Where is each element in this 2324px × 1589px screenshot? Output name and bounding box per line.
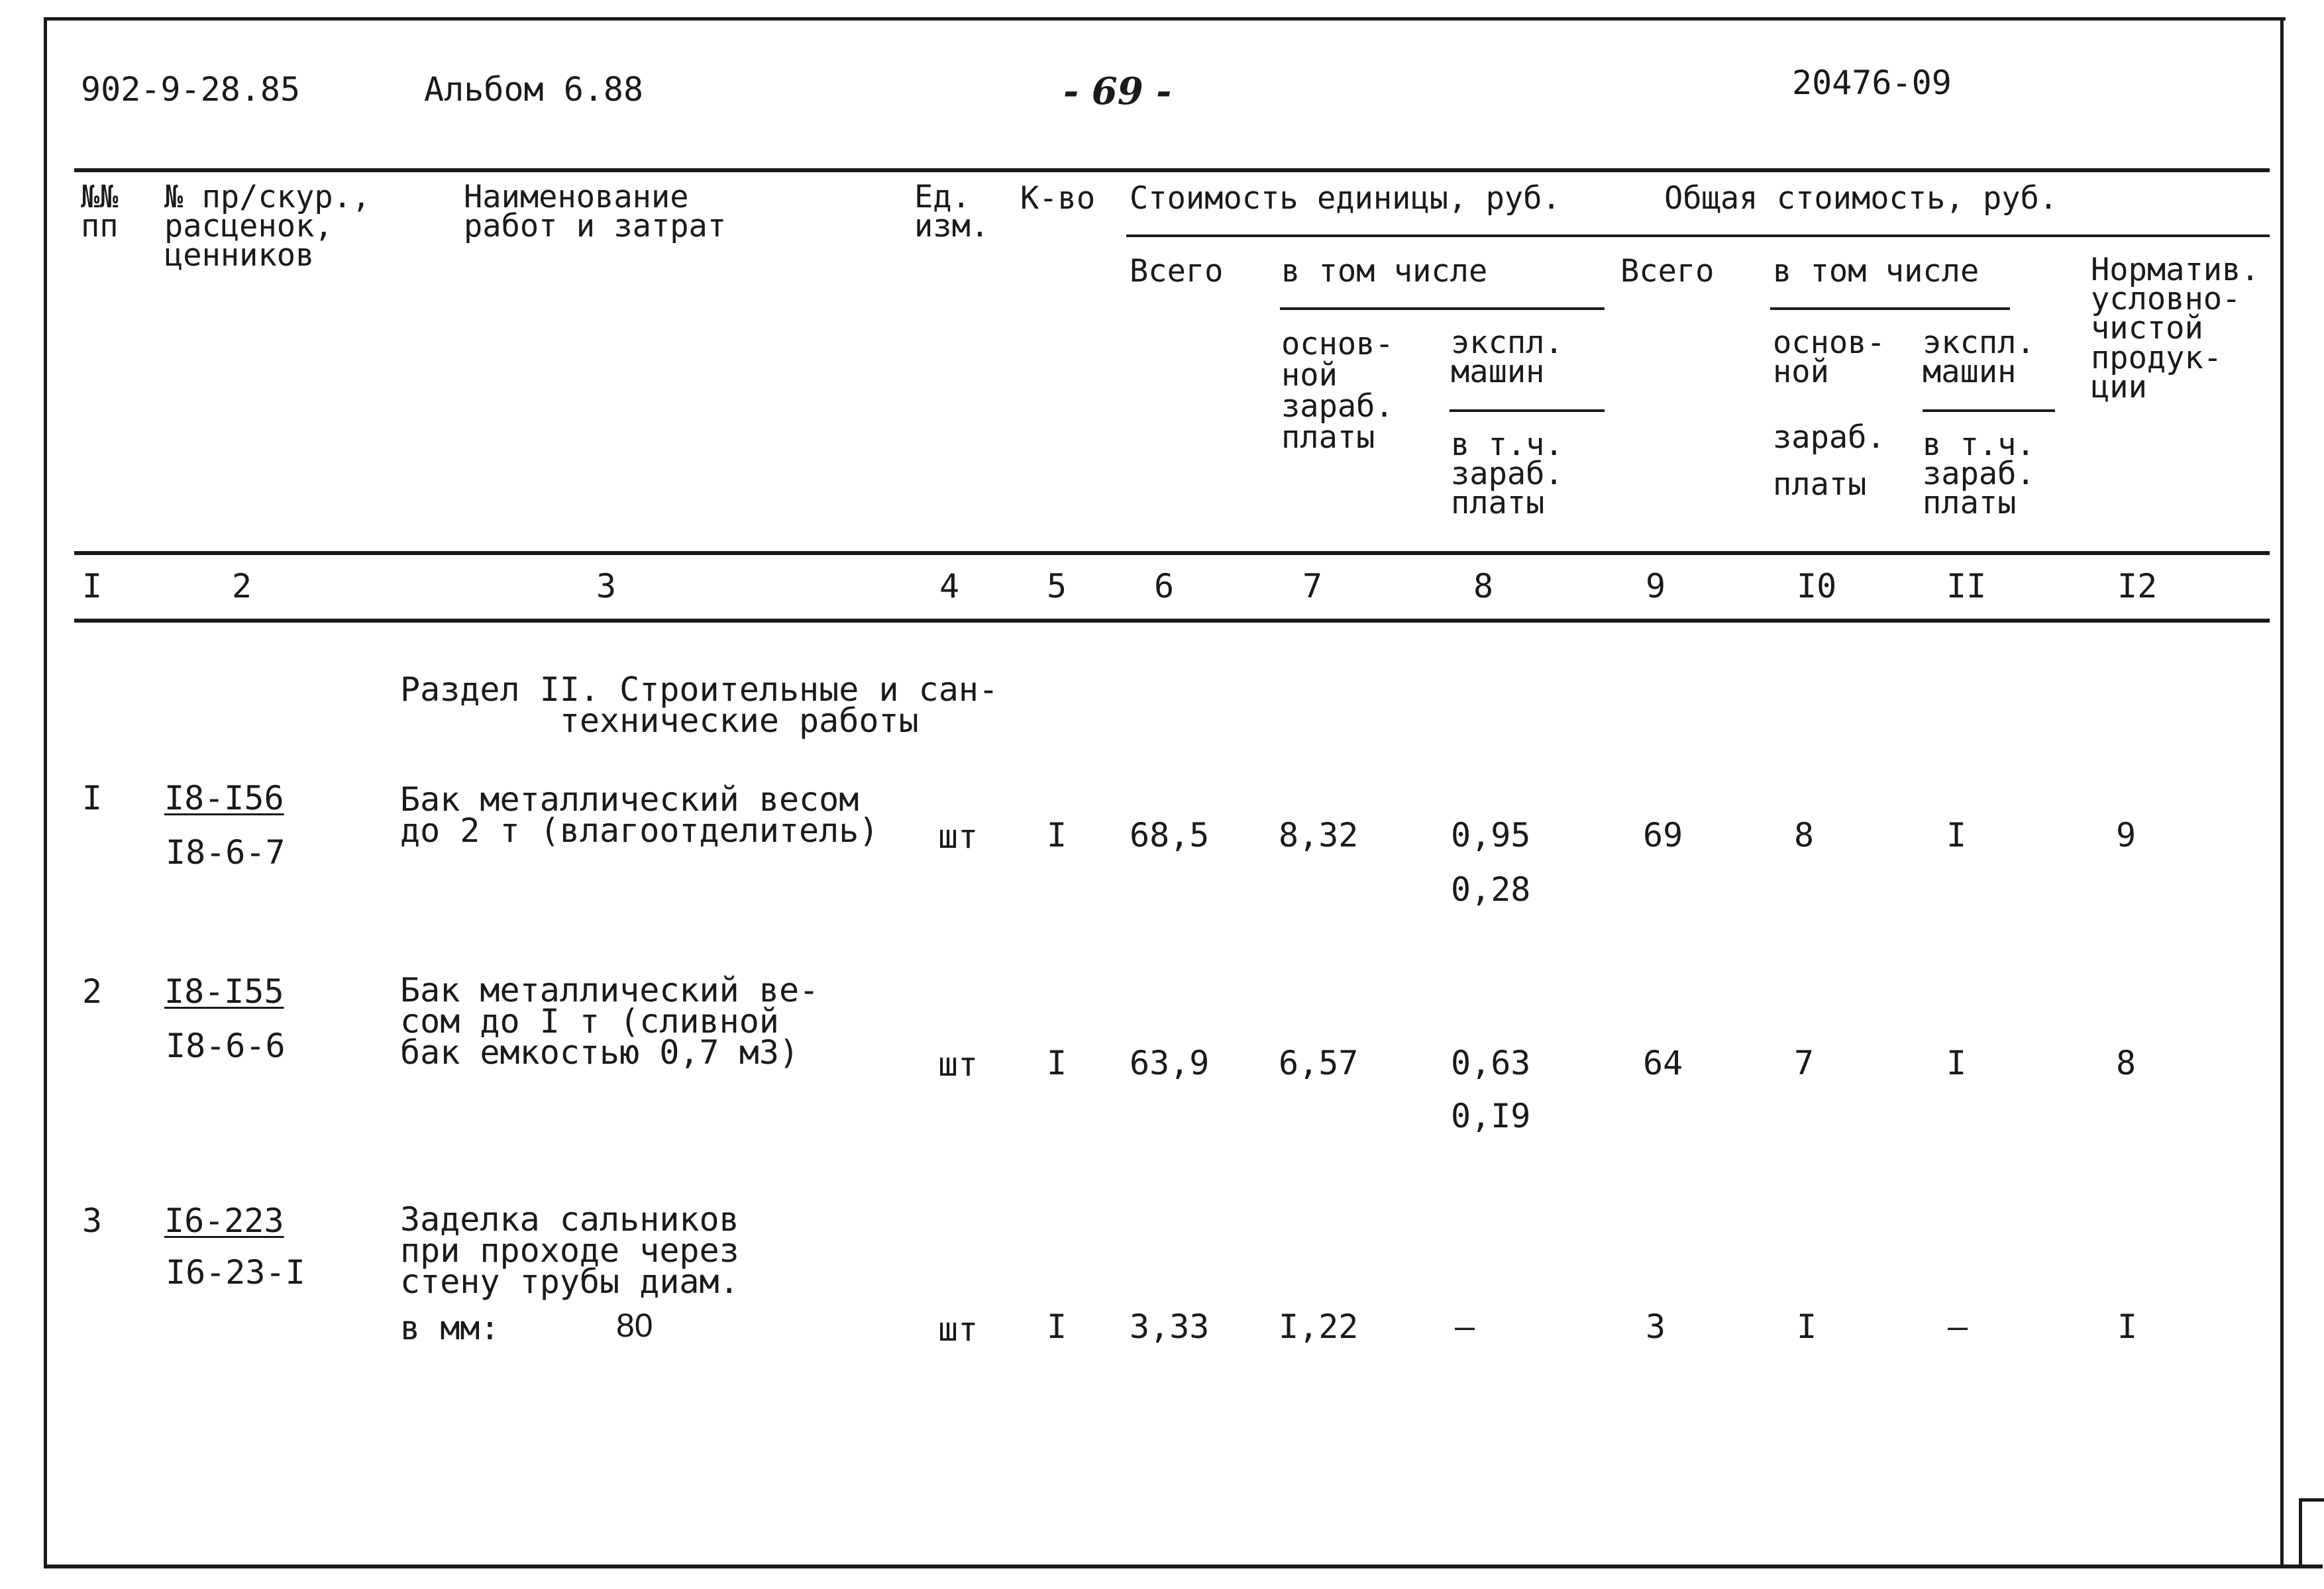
row1-unit: шт	[938, 817, 978, 856]
row1-unit-wage: 8,32	[1279, 816, 1359, 854]
row2-code1: I8-I55	[164, 972, 284, 1011]
row1-norm: 9	[2116, 816, 2137, 854]
row2-total: 64	[1643, 1044, 1683, 1082]
row1-code1: I8-I56	[164, 779, 284, 817]
row1-total: 69	[1643, 816, 1683, 854]
row3-total: 3	[1646, 1307, 1666, 1346]
project-code: 902-9-28.85	[81, 70, 301, 109]
row2-total-wage: 7	[1794, 1044, 1815, 1082]
col-header-name: Наименование работ и затрат	[464, 179, 727, 245]
col-header-total-wage-b: зараб. платы	[1773, 419, 1885, 503]
row1-name: Бак металлический весом до 2 т (влагоотделитель)	[400, 780, 879, 850]
table-top-rule	[74, 168, 2270, 172]
col-header-total-incl: в том числе	[1773, 253, 1980, 289]
row2-code2: I8-6-6	[166, 1027, 286, 1065]
row2-unit-mach-wage: 0,I9	[1451, 1097, 1531, 1135]
col-header-total-all: Всего	[1620, 253, 1715, 289]
row3-qty: I	[1047, 1307, 1067, 1346]
row1-total-wage: 8	[1794, 816, 1815, 854]
row1-num: I	[82, 779, 103, 817]
col-header-total-mach-wage: в т.ч. зараб. платы	[1923, 427, 2035, 522]
col-num-6: 6	[1154, 567, 1175, 605]
col-header-code: № пр/скур., расценок, ценников	[164, 179, 371, 274]
row3-num: 3	[82, 1202, 103, 1240]
col-header-unit-cost: Стоимость единицы, руб.	[1130, 180, 1561, 217]
row2-unit-total: 63,9	[1130, 1044, 1210, 1082]
col-num-3: 3	[596, 567, 617, 605]
doc-number: 20476-09	[1792, 64, 1952, 102]
frame-tick	[2299, 1498, 2324, 1502]
row3-name-last: в мм:	[400, 1309, 500, 1347]
row3-unit-wage: I,22	[1279, 1307, 1359, 1346]
row2-unit-mach: 0,63	[1451, 1044, 1531, 1082]
col-header-total-mach: экспл. машин	[1923, 325, 2035, 391]
col-num-8: 8	[1473, 567, 1494, 605]
row3-code2: I6-23-I	[166, 1253, 305, 1292]
col-header-unit-mach-wage: в т.ч. зараб. платы	[1451, 427, 1563, 522]
col-num-9: 9	[1646, 567, 1666, 605]
col-num-7: 7	[1302, 567, 1323, 605]
frame-left	[44, 17, 47, 1568]
col-header-unit-mach: экспл. машин	[1451, 325, 1563, 391]
col-num-12: I2	[2117, 567, 2158, 605]
row1-unit-mach: 0,95	[1451, 816, 1531, 854]
row3-unit-total: 3,33	[1130, 1307, 1210, 1346]
row1-unit-total: 68,5	[1130, 816, 1210, 854]
col-num-2: 2	[232, 567, 252, 605]
row2-name: Бак металлический ве- сом до I т (сливной бак емкостью 0,7 м3)	[400, 971, 819, 1072]
row1-total-mach: I	[1946, 816, 1967, 854]
col-header-unit-incl: в том числе	[1281, 253, 1488, 289]
col-header-number: №№ пп	[81, 179, 119, 245]
col-header-norm: Норматив. условно- чистой продук- ции	[2091, 252, 2260, 405]
row2-unit: шт	[938, 1045, 978, 1084]
col-header-qty: К-во	[1020, 180, 1096, 217]
frame-tick-v	[2299, 1498, 2302, 1564]
col-header-unit-all: Всего	[1130, 253, 1224, 289]
col-header-total-wage-a: основ- ной	[1773, 325, 1885, 391]
col-num-5: 5	[1047, 567, 1067, 605]
frame-right	[2280, 17, 2284, 1568]
row3-total-wage: I	[1797, 1307, 1817, 1346]
row3-code1: I6-223	[164, 1202, 284, 1240]
row2-norm: 8	[2116, 1044, 2137, 1082]
section-title: Раздел II. Строительные и сан- технические работы	[400, 670, 999, 740]
incl-total-rule	[1770, 307, 2010, 310]
col-num-10: I0	[1797, 567, 1837, 605]
col-header-unit-wage: основ- ной зараб. платы	[1281, 326, 1394, 456]
col-num-1: I	[82, 567, 103, 605]
mach-total-rule	[1923, 409, 2055, 412]
row3-total-mach: –	[1948, 1307, 1968, 1346]
cost-header-rule	[1126, 234, 2270, 237]
col-header-total-cost: Общая стоимость, руб.	[1664, 180, 2058, 217]
incl-unit-rule	[1280, 307, 1605, 310]
header-bottom-rule	[74, 551, 2270, 555]
row3-name: Заделка сальников при проходе через стену трубы диам.	[400, 1200, 739, 1301]
col-num-11: II	[1946, 567, 1987, 605]
row2-total-mach: I	[1946, 1044, 1967, 1082]
page-number: - 69 -	[1063, 70, 1172, 113]
frame-bottom	[44, 1564, 2323, 1568]
row2-unit-wage: 6,57	[1279, 1044, 1359, 1082]
row1-code2: I8-6-7	[166, 833, 286, 872]
col-num-4: 4	[939, 567, 960, 605]
mach-unit-rule	[1450, 409, 1605, 412]
album-label: Альбом 6.88	[424, 70, 644, 109]
row3-norm: I	[2117, 1307, 2138, 1346]
col-header-unit: Ед. изм.	[914, 179, 990, 245]
row1-qty: I	[1047, 816, 1067, 854]
row1-unit-mach-wage: 0,28	[1451, 870, 1531, 909]
row2-num: 2	[82, 972, 103, 1011]
row3-unit: шт	[938, 1310, 978, 1349]
numbers-bottom-rule	[74, 619, 2270, 623]
row3-name-value: 80	[616, 1307, 653, 1344]
row3-unit-mach: –	[1455, 1307, 1475, 1346]
row2-qty: I	[1047, 1044, 1067, 1082]
frame-top	[45, 17, 2286, 21]
